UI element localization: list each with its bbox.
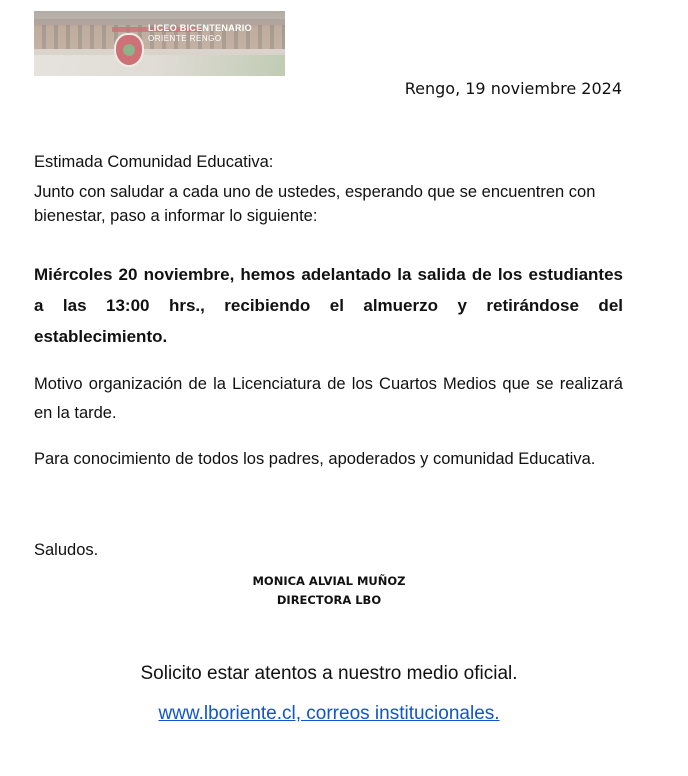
- letter-reason: Motivo organización de la Licenciatura de los Cuartos Medios que se realizará en la tarde.: [34, 375, 623, 422]
- signature-title: DIRECTORA LBO: [276, 593, 382, 607]
- letter-announcement: Miércoles 20 noviembre, hemos adelantado la salida de los estudiantes a las 13:00 hrs., recibiendo el almuerzo y retirándose del establecimiento.: [34, 265, 623, 346]
- logo-school-name: LICEO BICENTENARIO: [148, 23, 252, 33]
- official-website-link[interactable]: www.lboriente.cl, correos institucionales.: [158, 703, 500, 724]
- signature-name: MONICA ALVIAL MUÑOZ: [252, 574, 406, 588]
- footer-note: Solicito estar atentos a nuestro medio oficial.: [140, 663, 518, 684]
- school-logo-banner: [34, 11, 285, 76]
- letter-date: Rengo, 19 noviembre 2024: [404, 79, 622, 98]
- logo-fade-overlay: [34, 11, 285, 76]
- letter-greeting: Estimada Comunidad Educativa:: [34, 153, 274, 171]
- letter-closing: Saludos.: [34, 541, 99, 559]
- logo-school-location: ORIENTE RENGO: [148, 34, 222, 43]
- letter-audience: Para conocimiento de todos los padres, apoderados y comunidad Educativa.: [34, 450, 596, 468]
- letter-intro: Junto con saludar a cada uno de ustedes, esperando que se encuentren con bienestar, paso a informar lo siguiente:: [34, 183, 596, 225]
